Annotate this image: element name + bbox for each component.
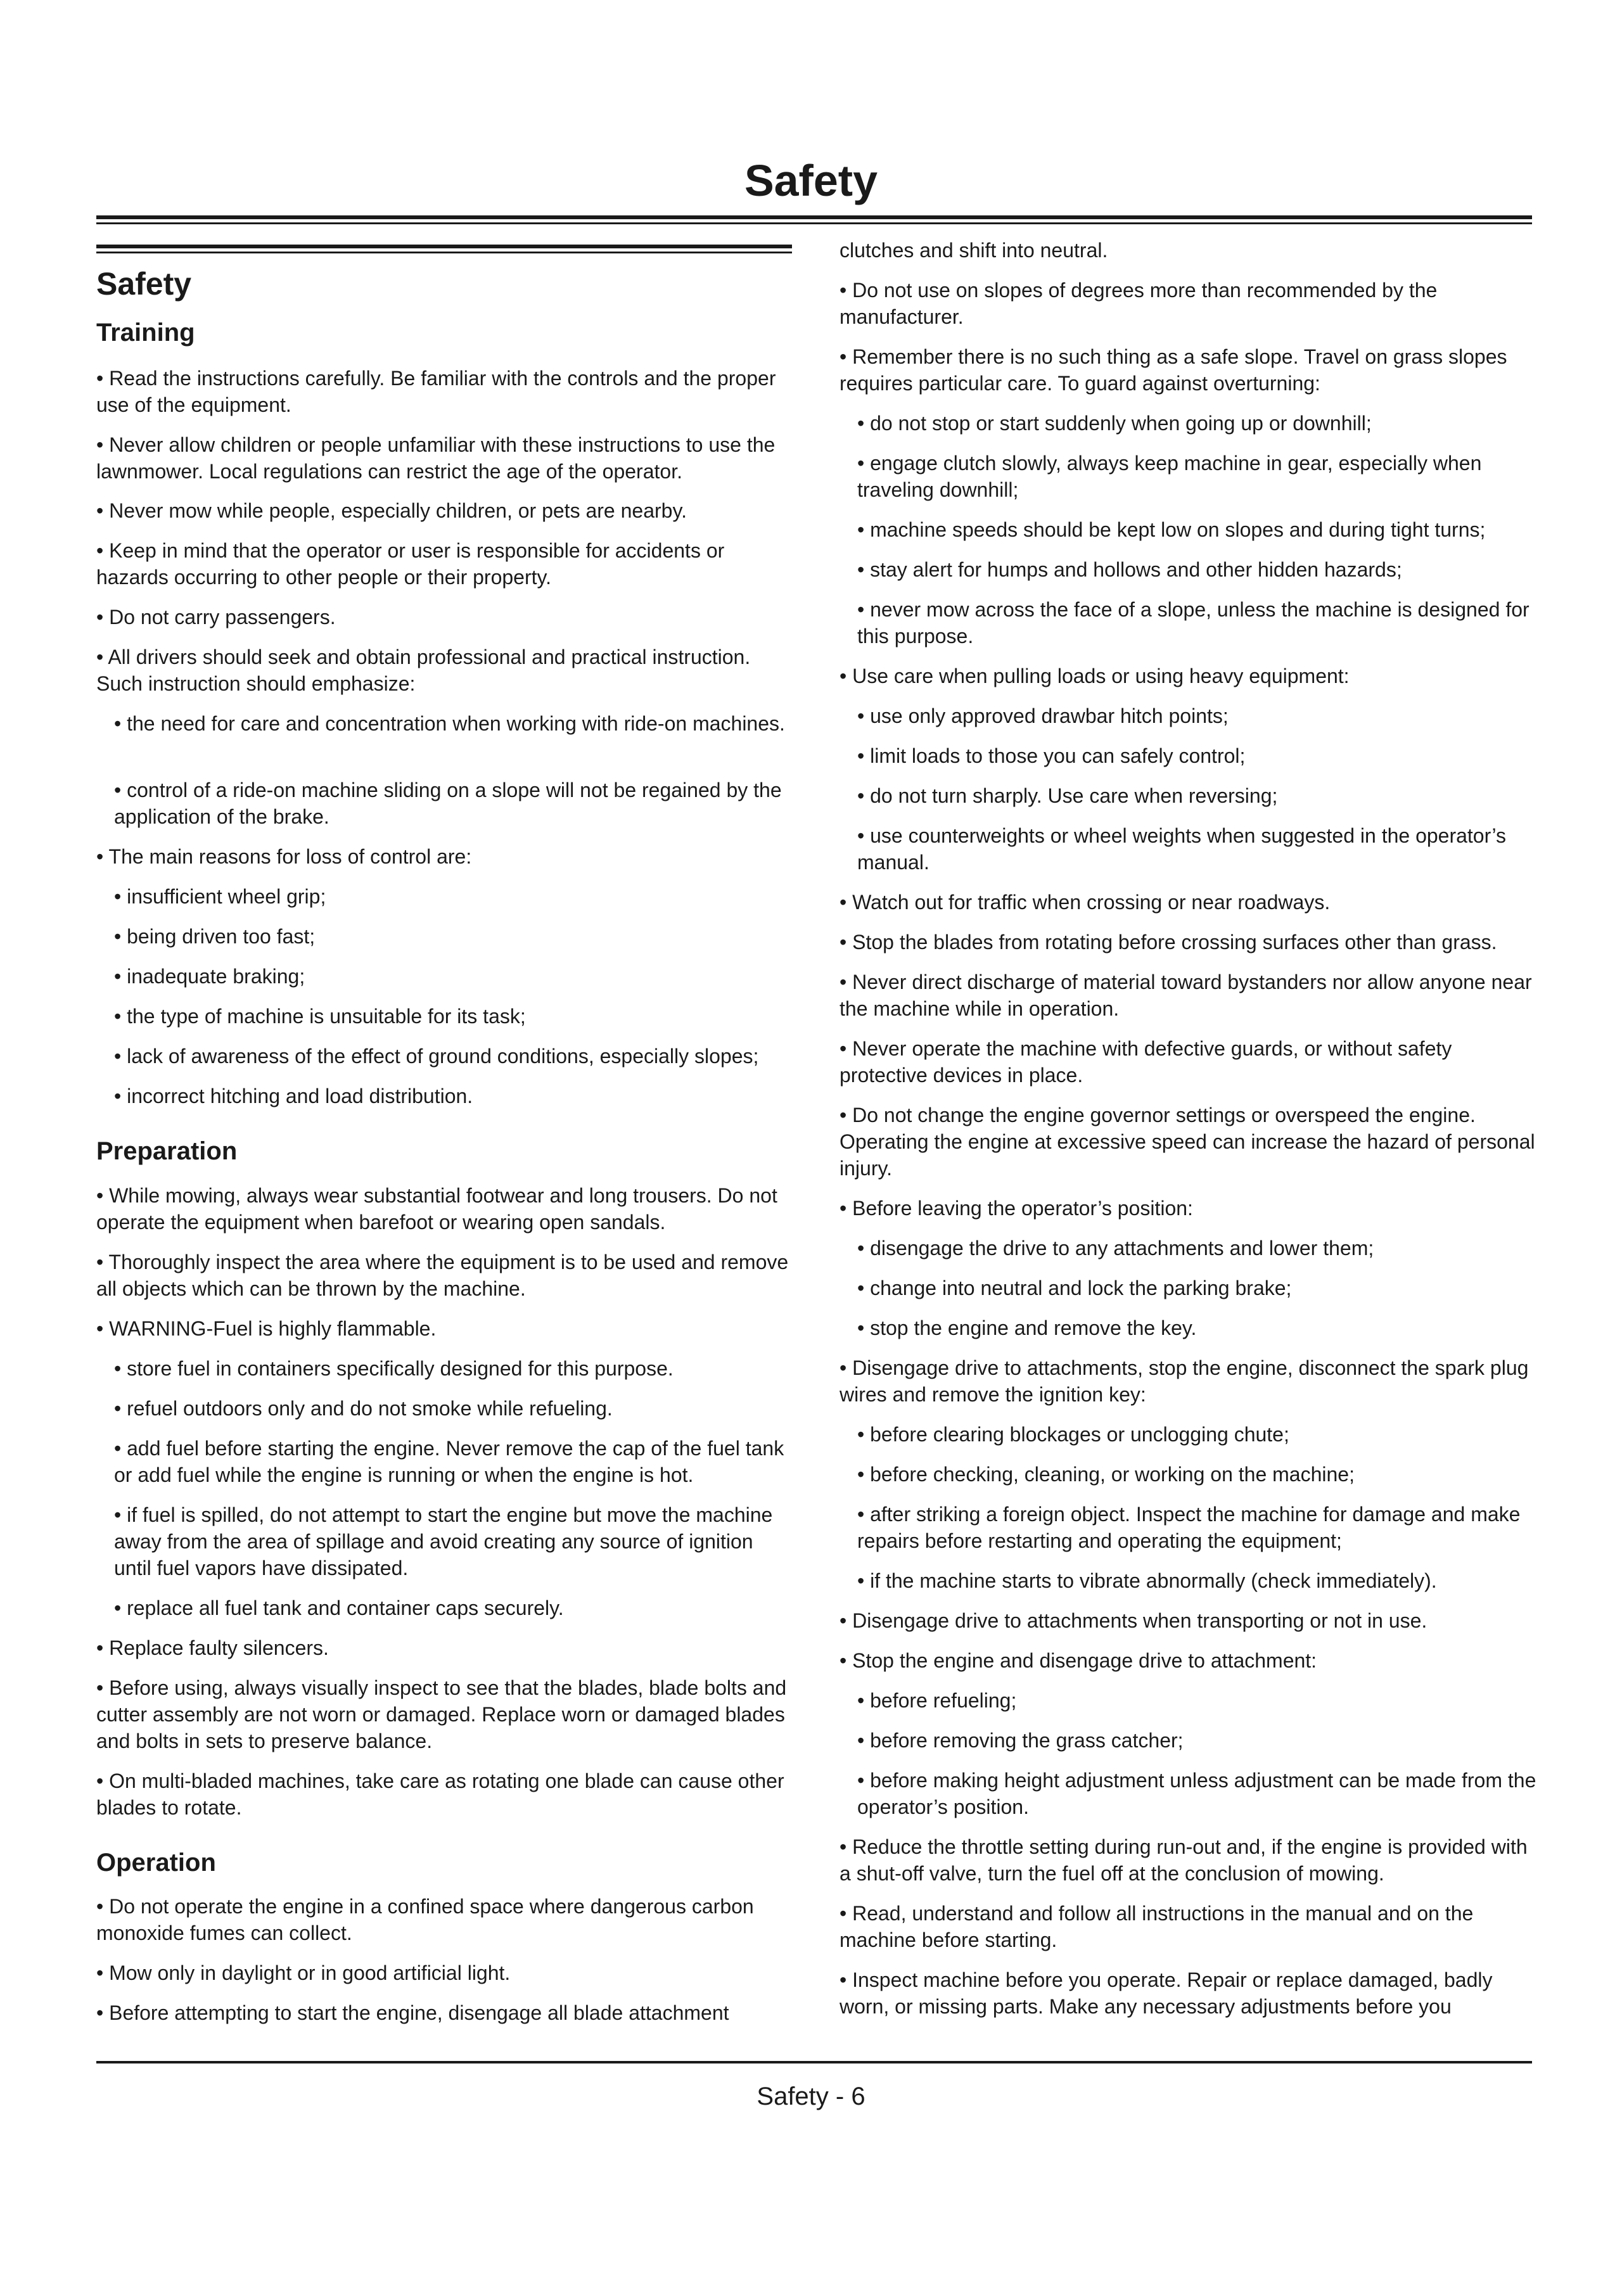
list-item: • WARNING-Fuel is highly flammable.: [96, 1317, 437, 1340]
header-double-rule: [96, 215, 1532, 224]
sub-list-item: • change into neutral and lock the parking brake;: [857, 1277, 1292, 1299]
list-item: • Read, understand and follow all instructions in the manual and on the machine before starting.: [840, 1902, 1474, 1951]
operation-heading: Operation: [96, 1849, 216, 1877]
list-item: • Before using, always visually inspect to see that the blades, blade bolts and cutter assembly are not worn or damaged. Replace worn or damaged blades and bolts in sets to preserve balance.: [96, 1676, 787, 1752]
preparation-heading: Preparation: [96, 1137, 238, 1165]
sub-list-item: • use only approved drawbar hitch points;: [857, 705, 1229, 727]
list-item: • Stop the blades from rotating before crossing surfaces other than grass.: [840, 931, 1497, 953]
sub-list-item: • lack of awareness of the effect of ground conditions, especially slopes;: [114, 1045, 759, 1068]
list-item: • Do not change the engine governor settings or overspeed the engine. Operating the engine at excessive speed can increase the hazard of personal injury.: [840, 1104, 1535, 1180]
list-item: • Mow only in daylight or in good artificial light.: [96, 1961, 511, 1984]
sub-list-item: • add fuel before starting the engine. Never remove the cap of the fuel tank or add fuel while the engine is running or when the engine is hot.: [114, 1437, 784, 1486]
list-item: • Replace faulty silencers.: [96, 1636, 329, 1659]
sub-list-item: • limit loads to those you can safely control;: [857, 744, 1246, 767]
sub-list-item: • after striking a foreign object. Inspect the machine for damage and make repairs before restarting and operating the equipment;: [857, 1503, 1521, 1552]
sub-list-item: • before making height adjustment unless adjustment can be made from the operator’s position.: [857, 1769, 1536, 1818]
sub-list-item: • control of a ride-on machine sliding on a slope will not be regained by the application of the brake.: [114, 779, 782, 828]
sub-list-item: • replace all fuel tank and container caps securely.: [114, 1597, 564, 1619]
section-double-rule: [96, 245, 792, 253]
sub-list-item: • incorrect hitching and load distribution.: [114, 1085, 473, 1107]
sub-list-item: • do not turn sharply. Use care when reversing;: [857, 784, 1278, 807]
list-item: • Inspect machine before you operate. Repair or replace damaged, badly worn, or missing parts. Make any necessary adjustments before you: [840, 1968, 1493, 2018]
list-item: • Do not operate the engine in a confined space where dangerous carbon monoxide fumes can collect.: [96, 1895, 754, 1944]
list-item: • Before leaving the operator’s position:: [840, 1197, 1193, 1220]
list-item: • Stop the engine and disengage drive to attachment:: [840, 1649, 1317, 1672]
list-item: • Do not use on slopes of degrees more than recommended by the manufacturer.: [840, 279, 1438, 328]
sub-list-item: • disengage the drive to any attachments and lower them;: [857, 1237, 1374, 1260]
sub-list-item: • use counterweights or wheel weights when suggested in the operator’s manual.: [857, 824, 1506, 874]
page-number: Safety - 6: [757, 2082, 865, 2110]
list-item: • Keep in mind that the operator or user is responsible for accidents or hazards occurring to other people or their property.: [96, 539, 725, 589]
sub-list-item: • before removing the grass catcher;: [857, 1729, 1184, 1752]
sub-list-item: • never mow across the face of a slope, unless the machine is designed for this purpose.: [857, 598, 1529, 647]
list-item: • Thoroughly inspect the area where the equipment is to be used and remove all objects which can be thrown by the machine.: [96, 1251, 789, 1300]
list-item: • Read the instructions carefully. Be familiar with the controls and the proper use of the equipment.: [96, 367, 776, 416]
list-item: • While mowing, always wear substantial footwear and long trousers. Do not operate the equipment when barefoot or wearing open sandals.: [96, 1184, 777, 1234]
list-item: • Watch out for traffic when crossing or near roadways.: [840, 891, 1331, 914]
list-item: • All drivers should seek and obtain professional and practical instruction. Such instruction should emphasize:: [96, 646, 751, 695]
list-item: • Use care when pulling loads or using heavy equipment:: [840, 665, 1350, 687]
list-item: clutches and shift into neutral.: [840, 239, 1108, 262]
sub-list-item: • before checking, cleaning, or working on the machine;: [857, 1463, 1355, 1486]
list-item: • Disengage drive to attachments when transporting or not in use.: [840, 1609, 1427, 1632]
sub-list-item: • inadequate braking;: [114, 965, 305, 988]
footer-rule: [96, 2061, 1532, 2063]
list-item: • Never direct discharge of material toward bystanders nor allow anyone near the machine while in operation.: [840, 971, 1532, 1020]
sub-list-item: • refuel outdoors only and do not smoke while refueling.: [114, 1397, 613, 1420]
list-item: • Before attempting to start the engine, disengage all blade attachment: [96, 2001, 729, 2024]
sub-list-item: • being driven too fast;: [114, 925, 316, 948]
list-item: • Never operate the machine with defective guards, or without safety protective devices in place.: [840, 1037, 1452, 1087]
sub-list-item: • do not stop or start suddenly when going up or downhill;: [857, 412, 1372, 435]
sub-list-item: • if the machine starts to vibrate abnormally (check immediately).: [857, 1569, 1437, 1592]
list-item: • Disengage drive to attachments, stop the engine, disconnect the spark plug wires and remove the ignition key:: [840, 1356, 1529, 1406]
sub-list-item: • machine speeds should be kept low on slopes and during tight turns;: [857, 518, 1486, 541]
list-item: • Do not carry passengers.: [96, 606, 336, 628]
section-heading: Safety: [96, 266, 192, 302]
sub-list-item: • engage clutch slowly, always keep machine in gear, especially when traveling downhill;: [857, 452, 1482, 501]
sub-list-item: • stop the engine and remove the key.: [857, 1317, 1197, 1339]
list-item: • Never mow while people, especially children, or pets are nearby.: [96, 499, 687, 522]
training-heading: Training: [96, 319, 195, 347]
sub-list-item: • store fuel in containers specifically designed for this purpose.: [114, 1357, 674, 1380]
sub-list-item: • stay alert for humps and hollows and other hidden hazards;: [857, 558, 1402, 581]
sub-list-item: • before refueling;: [857, 1689, 1017, 1712]
sub-list-item: • the need for care and concentration when working with ride-on machines.: [114, 712, 785, 735]
list-item: • The main reasons for loss of control are:: [96, 845, 472, 868]
list-item: • Remember there is no such thing as a safe slope. Travel on grass slopes requires particular care. To guard against overturning:: [840, 345, 1507, 395]
list-item: • On multi-bladed machines, take care as rotating one blade can cause other blades to rotate.: [96, 1770, 784, 1819]
page-title: Safety: [744, 156, 878, 205]
sub-list-item: • if fuel is spilled, do not attempt to start the engine but move the machine away from the area of spillage and avoid creating any source of ignition until fuel vapors have dissipated.: [114, 1503, 773, 1579]
sub-list-item: • before clearing blockages or unclogging chute;: [857, 1423, 1289, 1446]
sub-list-item: • insufficient wheel grip;: [114, 885, 326, 908]
list-item: • Reduce the throttle setting during run-out and, if the engine is provided with a shut-off valve, turn the fuel off at the conclusion of mowing.: [840, 1835, 1528, 1885]
list-item: • Never allow children or people unfamiliar with these instructions to use the lawnmower. Local regulations can restrict the age of the operator.: [96, 433, 776, 483]
sub-list-item: • the type of machine is unsuitable for its task;: [114, 1005, 526, 1028]
